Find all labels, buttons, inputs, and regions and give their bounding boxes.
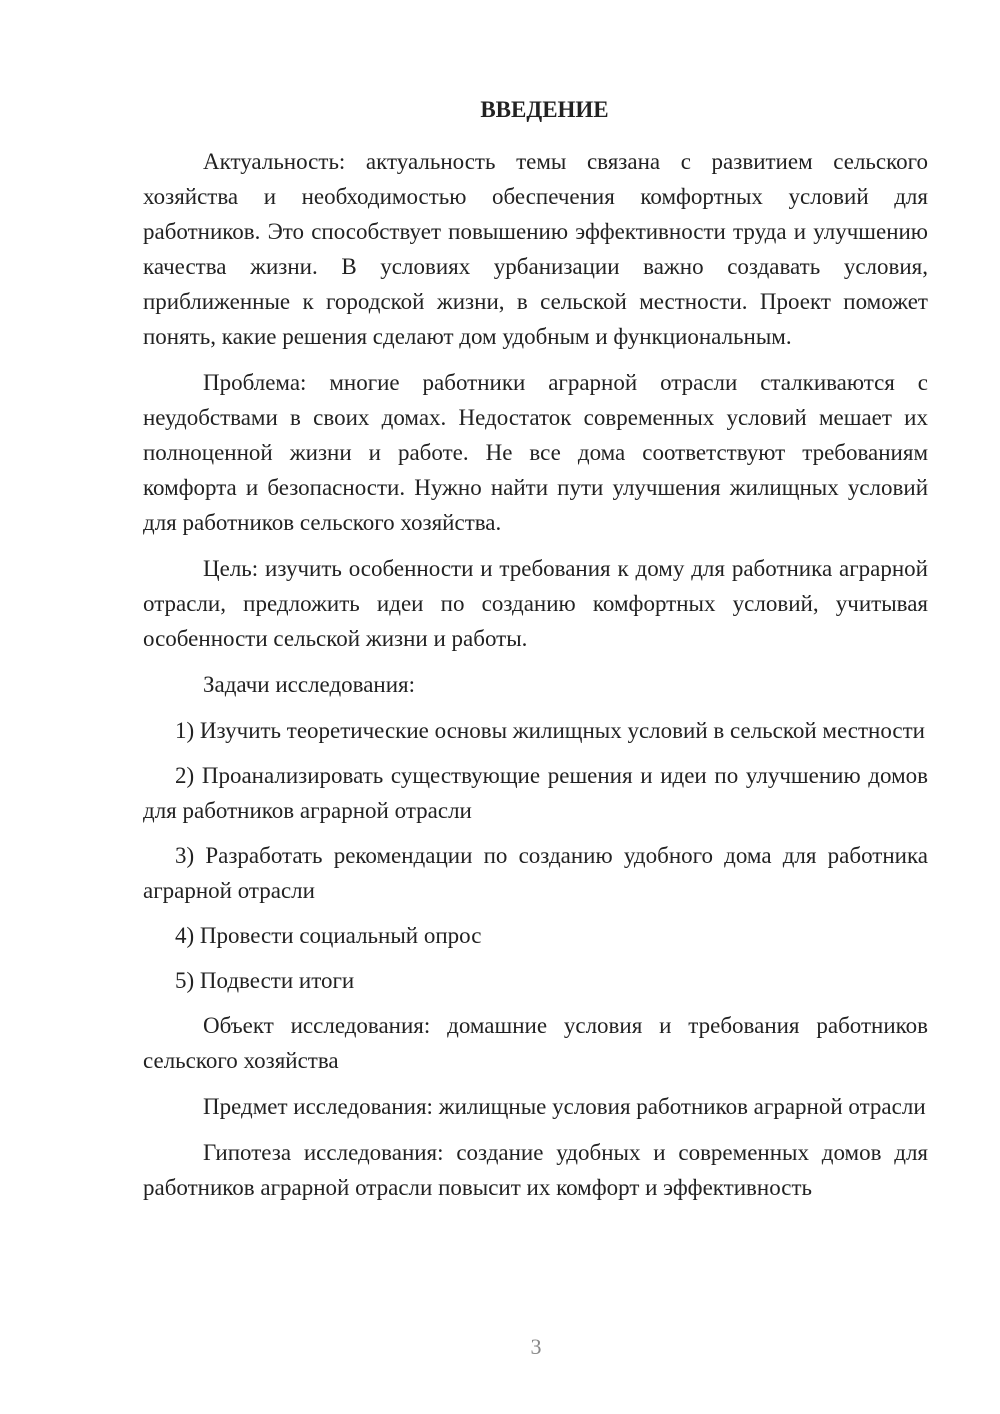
task-item-5: 5) Подвести итоги [175, 968, 355, 993]
subject-paragraph: Предмет исследования: жилищные условия работников аграрной отрасли [203, 1094, 926, 1119]
task-item-1: 1) Изучить теоретические основы жилищных условий в сельской местности [175, 718, 925, 743]
hypothesis-paragraph: Гипотеза исследования: создание удобных и современных домов для работников аграрной отрасли повысит их комфорт и эффективность [143, 1140, 928, 1200]
problem-paragraph: Проблема: многие работники аграрной отрасли сталкиваются с неудобствами в своих домах. Недостаток современных условий мешает их полноценной жизни и работе. Не все дома соответствуют требованиям комфорта и безопасности. Нужно найти пути улучшения жилищных условий для работников сельского хозяйства. [143, 370, 928, 535]
task-item-4: 4) Провести социальный опрос [175, 923, 482, 948]
task-item-3: 3) Разработать рекомендации по созданию удобного дома для работника аграрной отрасли [143, 843, 928, 903]
page-title: ВВЕДЕНИЕ [480, 97, 609, 122]
goal-paragraph: Цель: изучить особенности и требования к дому для работника аграрной отрасли, предложить идеи по созданию комфортных условий, учитывая особенности сельской жизни и работы. [143, 556, 928, 651]
page-number: 3 [530, 1334, 542, 1359]
relevance-paragraph: Актуальность: актуальность темы связана с развитием сельского хозяйства и необходимостью обеспечения комфортных условий для работников. Это способствует повышению эффективности труда и улучшению качества жизни. В условиях урбанизации важно создавать условия, приближенные к городской жизни, в сельской местности. Проект поможет понять, какие решения сделают дом удобным и функциональным. [143, 149, 928, 349]
task-item-2: 2) Проанализировать существующие решения и идеи по улучшению домов для работников аграрной отрасли [143, 763, 928, 823]
object-paragraph: Объект исследования: домашние условия и требования работников сельского хозяйства [143, 1013, 928, 1073]
tasks-heading: Задачи исследования: [203, 672, 416, 697]
document-page [143, 92, 928, 1216]
